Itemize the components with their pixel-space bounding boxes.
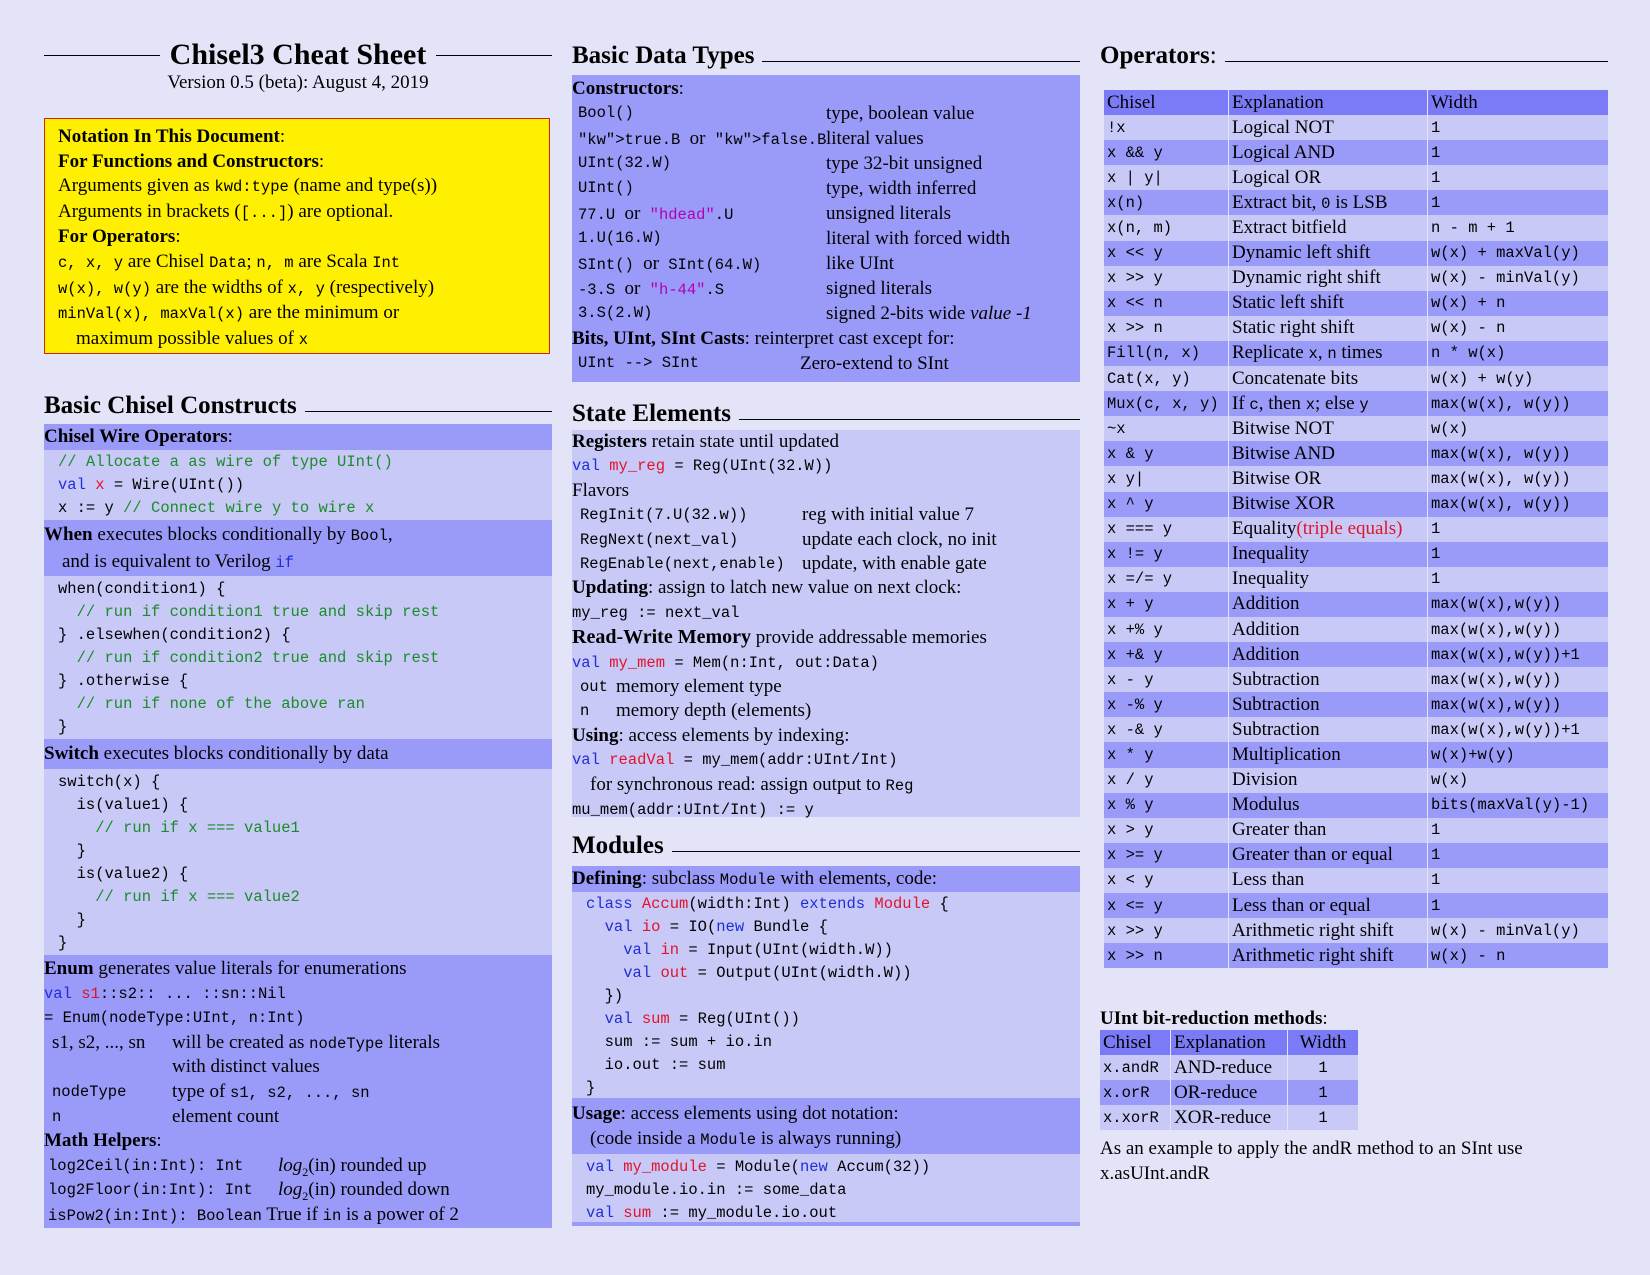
datatype-row xyxy=(572,176,1080,201)
datatype-desc: signed literals xyxy=(826,278,933,299)
table-cell: max(w(x),w(y)) xyxy=(1428,667,1608,692)
page-title: Chisel3 Cheat Sheet xyxy=(169,38,427,71)
table-cell: n - m + 1 xyxy=(1428,215,1608,240)
table-cell: XOR-reduce xyxy=(1171,1105,1288,1130)
table-row xyxy=(1104,466,1608,491)
datatype-code: SInt() or SInt(64.W) xyxy=(578,253,762,274)
table-cell: Static left shift xyxy=(1229,291,1428,316)
notation-heading: Notation In This Document xyxy=(58,126,280,147)
reduction-table xyxy=(1100,1030,1358,1130)
table-cell: w(x) + maxVal(y) xyxy=(1428,241,1608,266)
datatype-code: 77.U or "hdead".U xyxy=(578,203,734,224)
table-cell: x.orR xyxy=(1100,1080,1171,1105)
brackets-line: Arguments in brackets ([...]) are optional. xyxy=(58,200,394,222)
table-cell: x <= y xyxy=(1104,893,1229,918)
table-cell: w(x)+w(y) xyxy=(1428,742,1608,767)
table-cell: w(x) + n xyxy=(1428,291,1608,316)
flavor-row xyxy=(572,503,1080,527)
constructs-title: Basic Chisel Constructs xyxy=(44,392,552,420)
table-cell: Inequality xyxy=(1229,542,1428,567)
table-cell: x + y xyxy=(1104,592,1229,617)
switch-heading-bar: Switch executes blocks conditionally by data xyxy=(44,739,552,769)
datatype-row xyxy=(572,276,1080,301)
table-row xyxy=(1104,391,1608,416)
table-cell: bits(maxVal(y)-1) xyxy=(1428,793,1608,818)
table-row xyxy=(1104,768,1608,793)
enum-math-block: Enum generates value literals for enumerations val s1::s2:: ... ::sn::Nil = Enum(nodeType:UInt, n:Int) s1, s2, ..., sn will be created as nodeType literals with distinct values nodeType type of s1, s2, ..., sn n element count Math Helpers: log2Ceil(in:Int): Int $\log_2(in)$ rounded up log2Floor(in:Int): Int $\log_2(in)$ rounded down isPow2(in:Int): Boolean True if in is a power of 2 xyxy=(44,955,552,1228)
datatype-desc: like UInt xyxy=(826,253,895,274)
table-cell: w(x) - n xyxy=(1428,943,1608,968)
table-cell: w(x) xyxy=(1428,768,1608,793)
table-cell: Subtraction xyxy=(1229,692,1428,717)
column-header: Explanation xyxy=(1171,1030,1288,1055)
table-cell: Logical AND xyxy=(1229,140,1428,165)
datatype-code: 1.U(16.W) xyxy=(578,229,662,247)
state-block: Registers retain state until updated val my_reg = Reg(UInt(32.W)) Flavors RegInit(7.U(32.w)) reg with initial value 7 RegNext(next_val) update each clock, no init RegEnable(next,enable) update, with enable gate Updating: assign to latch new value on next clock: my_reg := next_val Read-Write Memory provide addressable memories val my_mem = Mem(n:Int, out:Data) out memory element type n memory depth (elements) Using: access elements by indexing: val readVal = my_mem(addr:UInt/Int) for synchronous read: assign output to Reg mu_mem(addr:UInt/Int) := y xyxy=(572,430,1080,817)
table-cell: w(x) - minVal(y) xyxy=(1428,266,1608,291)
table-cell: If c, then x; else y xyxy=(1229,391,1428,416)
table-cell: Arithmetic right shift xyxy=(1229,918,1428,943)
table-row xyxy=(1104,667,1608,692)
table-cell: x * y xyxy=(1104,742,1229,767)
datatype-row xyxy=(572,151,1080,176)
table-row xyxy=(1104,266,1608,291)
table-cell: max(w(x),w(y))+1 xyxy=(1428,642,1608,667)
datatype-row xyxy=(572,301,1080,326)
op-line-4: maximum possible values of x xyxy=(76,327,309,349)
op-line-1: c, x, y are Chisel Data; n, m are Scala Int xyxy=(58,250,401,272)
defining-code-block xyxy=(572,892,1080,1098)
datatype-desc: type, width inferred xyxy=(826,178,977,199)
code-line: }) xyxy=(586,987,624,1005)
usage-bar: Usage: access elements using dot notation: (code inside a Module is always running) xyxy=(572,1098,1080,1154)
table-row xyxy=(1104,868,1608,893)
datatypes-title: Basic Data Types xyxy=(572,42,1080,70)
reduction-note: As an example to apply the andR method to an SInt use x.asUInt.andR xyxy=(1100,1138,1523,1184)
table-cell: Division xyxy=(1229,768,1428,793)
table-cell: Addition xyxy=(1229,642,1428,667)
table-row xyxy=(1104,190,1608,215)
table-cell: 1 xyxy=(1428,517,1608,542)
table-row xyxy=(1100,1080,1358,1105)
code-line: } .elsewhen(condition2) { xyxy=(58,626,291,644)
table-cell: 1 xyxy=(1428,542,1608,567)
code-line: // run if condition2 true and skip rest xyxy=(58,649,440,667)
table-cell: x && y xyxy=(1104,140,1229,165)
table-cell: max(w(x),w(y)) xyxy=(1428,692,1608,717)
datatype-code: Bool() xyxy=(578,104,634,122)
code-line: } xyxy=(586,1079,596,1097)
table-cell: x.andR xyxy=(1100,1055,1171,1080)
column-header: Chisel xyxy=(1100,1030,1171,1055)
datatype-code: "kw">true.B or "kw">false.B xyxy=(578,128,827,149)
code-line: } xyxy=(58,842,86,860)
datatypes-block: Constructors: Bool() type, boolean value "kw">true.B or "kw">false.B literal values UInt(32.W) type 32-bit unsigned UInt() type, width inferred 77.U or "hdead".U unsigned literals 1.U(16.W) literal with forced width SInt() or SInt(64.W) like UInt -3.S or "h-44".S signed literals 3.S(2.W) signed 2-bits wide value -1 Bits, UInt, SInt Casts: reinterpret cast except for: UInt --> SInt Zero-extend to SInt xyxy=(572,75,1080,382)
table-cell: 1 xyxy=(1428,893,1608,918)
datatype-desc: type, boolean value xyxy=(826,103,975,124)
datatypes-rows xyxy=(572,101,1080,326)
table-cell: max(w(x),w(y)) xyxy=(1428,617,1608,642)
table-row xyxy=(1104,165,1608,190)
table-cell: Multiplication xyxy=(1229,742,1428,767)
datatype-row xyxy=(572,101,1080,126)
op-line-2: w(x), w(y) are the widths of x, y (respectively) xyxy=(58,276,435,298)
column-header: Chisel xyxy=(1104,90,1229,115)
modules-title: Modules xyxy=(572,832,1080,860)
code-line: // Allocate a as wire of type UInt() xyxy=(58,453,393,471)
code-line: } .otherwise { xyxy=(58,672,189,690)
functions-heading: For Functions and Constructors xyxy=(58,150,319,172)
code-line: } xyxy=(58,911,86,929)
operators-table xyxy=(1104,90,1608,968)
table-row xyxy=(1104,692,1608,717)
table-cell: x(n, m) xyxy=(1104,215,1229,240)
table-cell: max(w(x), w(y)) xyxy=(1428,492,1608,517)
switch-code-block xyxy=(44,769,552,955)
table-cell: x y| xyxy=(1104,466,1229,491)
table-cell: Logical OR xyxy=(1229,165,1428,190)
table-row xyxy=(1104,441,1608,466)
table-cell: x.xorR xyxy=(1100,1105,1171,1130)
table-cell: Greater than xyxy=(1229,818,1428,843)
table-row xyxy=(1104,341,1608,366)
table-cell: x > y xyxy=(1104,818,1229,843)
table-header-row xyxy=(1100,1030,1358,1055)
table-row xyxy=(1104,215,1608,240)
table-cell: 1 xyxy=(1288,1105,1358,1130)
column-header: Width xyxy=(1288,1030,1358,1055)
table-cell: x << y xyxy=(1104,241,1229,266)
datatype-code: UInt() xyxy=(578,179,634,197)
wire-heading-bar: Chisel Wire Operators: xyxy=(44,424,552,450)
table-row xyxy=(1104,542,1608,567)
table-row xyxy=(1104,140,1608,165)
table-cell: Bitwise NOT xyxy=(1229,416,1428,441)
code-line: val x = Wire(UInt()) xyxy=(58,476,245,494)
table-cell: 1 xyxy=(1428,140,1608,165)
table-row xyxy=(1104,517,1608,542)
reduction-title: UInt bit-reduction methods: xyxy=(1100,1008,1328,1029)
table-cell: x +% y xyxy=(1104,617,1229,642)
table-cell: 1 xyxy=(1288,1080,1358,1105)
table-row xyxy=(1100,1055,1358,1080)
table-cell: n * w(x) xyxy=(1428,341,1608,366)
table-cell: max(w(x), w(y)) xyxy=(1428,466,1608,491)
code-line: } xyxy=(58,718,68,736)
table-cell: AND-reduce xyxy=(1171,1055,1288,1080)
notation-box: Notation In This Document: For Functions and Constructors: Arguments given as kwd:type (name and type(s)) Arguments in brackets ([...]) are optional. For Operators: c, x, y are Chisel Data; n, m are Scala Int w(x), w(y) are the widths of x, y (respectively) minVal(x), maxVal(x) are the minimum or maximum possible values of x xyxy=(44,118,550,354)
table-cell: Mux(c, x, y) xyxy=(1104,391,1229,416)
table-cell: x === y xyxy=(1104,517,1229,542)
table-row xyxy=(1104,742,1608,767)
code-line: when(condition1) { xyxy=(58,580,226,598)
table-cell: x >> n xyxy=(1104,316,1229,341)
code-line: // run if x === value1 xyxy=(58,819,300,837)
table-cell: x << n xyxy=(1104,291,1229,316)
code-line: io.out := sum xyxy=(586,1056,726,1074)
table-cell: x +& y xyxy=(1104,642,1229,667)
wire-code-block xyxy=(44,450,552,521)
table-cell: Less than or equal xyxy=(1229,893,1428,918)
table-cell: x(n) xyxy=(1104,190,1229,215)
table-cell: max(w(x),w(y)) xyxy=(1428,592,1608,617)
args-line: Arguments given as kwd:type (name and type(s)) xyxy=(58,175,438,197)
table-row xyxy=(1104,567,1608,592)
table-cell: Cat(x, y) xyxy=(1104,366,1229,391)
table-cell: x & y xyxy=(1104,441,1229,466)
title-row xyxy=(44,38,552,72)
table-cell: w(x) + w(y) xyxy=(1428,366,1608,391)
table-cell: OR-reduce xyxy=(1171,1080,1288,1105)
table-row xyxy=(1104,893,1608,918)
table-cell: 1 xyxy=(1288,1055,1358,1080)
table-header-row xyxy=(1104,90,1608,115)
table-row xyxy=(1104,316,1608,341)
table-row xyxy=(1104,943,1608,968)
code-line: is(value1) { xyxy=(58,796,189,814)
table-cell: w(x) xyxy=(1428,416,1608,441)
table-cell: x =/= y xyxy=(1104,567,1229,592)
table-cell: Bitwise OR xyxy=(1229,466,1428,491)
datatype-row xyxy=(572,226,1080,251)
datatype-desc: literal with forced width xyxy=(826,228,1011,249)
table-cell: Bitwise AND xyxy=(1229,441,1428,466)
table-cell: Dynamic left shift xyxy=(1229,241,1428,266)
table-row xyxy=(1104,918,1608,943)
table-row xyxy=(1104,366,1608,391)
datatype-desc: literal values xyxy=(826,128,924,149)
table-cell: Logical NOT xyxy=(1229,115,1428,140)
table-cell: x >> y xyxy=(1104,266,1229,291)
table-row xyxy=(1104,642,1608,667)
table-cell: w(x) - n xyxy=(1428,316,1608,341)
datatype-desc: type 32-bit unsigned xyxy=(826,153,983,174)
table-row xyxy=(1104,843,1608,868)
op-line-3: minVal(x), maxVal(x) are the minimum or xyxy=(58,302,400,324)
code-line: val my_module = Module(new Accum(32)) xyxy=(586,1158,931,1176)
datatype-row xyxy=(572,201,1080,226)
datatype-row xyxy=(572,251,1080,276)
when-code-block xyxy=(44,576,552,739)
table-cell: Replicate x, n times xyxy=(1229,341,1428,366)
state-title: State Elements xyxy=(572,400,1080,428)
table-cell: x >> n xyxy=(1104,943,1229,968)
operators-title: Operators : xyxy=(1100,42,1608,70)
table-cell: max(w(x), w(y)) xyxy=(1428,391,1608,416)
code-line: val out = Output(UInt(width.W)) xyxy=(623,964,912,982)
code-line: val sum = Reg(UInt()) xyxy=(604,1010,800,1028)
table-row xyxy=(1104,617,1608,642)
table-cell: 1 xyxy=(1428,567,1608,592)
flavor-desc: update each clock, no init xyxy=(802,528,997,550)
flavor-row xyxy=(572,528,1080,552)
table-cell: Addition xyxy=(1229,592,1428,617)
table-cell: Static right shift xyxy=(1229,316,1428,341)
datatype-code: UInt(32.W) xyxy=(578,154,672,172)
column-header: Explanation xyxy=(1229,90,1428,115)
version-line: Version 0.5 (beta): August 4, 2019 xyxy=(167,72,429,93)
table-cell: Addition xyxy=(1229,617,1428,642)
datatype-code: 3.S(2.W) xyxy=(578,304,653,322)
datatype-desc: signed 2-bits wide value -1 xyxy=(826,303,1032,324)
table-cell: x | y| xyxy=(1104,165,1229,190)
flavor-row xyxy=(572,552,1080,576)
reduction-table-wrap xyxy=(1100,1030,1358,1130)
table-cell: x -% y xyxy=(1104,692,1229,717)
table-cell: x != y xyxy=(1104,542,1229,567)
code-line: x := y // Connect wire y to wire x xyxy=(58,499,375,517)
table-cell: w(x) - minVal(y) xyxy=(1428,918,1608,943)
table-cell: x >= y xyxy=(1104,843,1229,868)
flavor-desc: update, with enable gate xyxy=(802,553,987,574)
flavor-code: RegNext(next_val) xyxy=(580,530,739,549)
table-cell: max(w(x),w(y))+1 xyxy=(1428,717,1608,742)
flavor-code: RegEnable(next,enable) xyxy=(580,555,785,573)
table-row xyxy=(1104,291,1608,316)
datatype-desc: unsigned literals xyxy=(826,203,952,224)
code-line: val sum := my_module.io.out xyxy=(586,1204,838,1222)
code-line: switch(x) { xyxy=(58,773,161,791)
table-row xyxy=(1104,492,1608,517)
table-row xyxy=(1104,818,1608,843)
code-line: sum := sum + io.in xyxy=(586,1033,773,1051)
table-cell: Bitwise XOR xyxy=(1229,492,1428,517)
table-cell: !x xyxy=(1104,115,1229,140)
table-cell: x >> y xyxy=(1104,918,1229,943)
table-cell: 1 xyxy=(1428,868,1608,893)
flavor-rows xyxy=(572,503,1080,576)
datatype-row xyxy=(572,126,1080,151)
table-cell: Dynamic right shift xyxy=(1229,266,1428,291)
code-line: // run if condition1 true and skip rest xyxy=(58,603,440,621)
defining-bar: Defining: subclass Module with elements, code: xyxy=(572,866,1080,892)
code-line: val in = Input(UInt(width.W)) xyxy=(623,941,893,959)
table-cell: Greater than or equal xyxy=(1229,843,1428,868)
code-line: val io = IO(new Bundle { xyxy=(604,918,828,936)
table-cell: 1 xyxy=(1428,843,1608,868)
table-cell: x - y xyxy=(1104,667,1229,692)
table-row xyxy=(1100,1105,1358,1130)
table-cell: Equality(triple equals) xyxy=(1229,517,1428,542)
code-line: is(value2) { xyxy=(58,865,189,883)
table-cell: 1 xyxy=(1428,190,1608,215)
code-line: // run if none of the above ran xyxy=(58,695,365,713)
table-row xyxy=(1104,592,1608,617)
table-cell: x ^ y xyxy=(1104,492,1229,517)
table-cell: Less than xyxy=(1229,868,1428,893)
table-cell: Inequality xyxy=(1229,567,1428,592)
when-heading-bar: When executes blocks conditionally by Bool, and is equivalent to Verilog if xyxy=(44,520,552,576)
table-row xyxy=(1104,717,1608,742)
table-row xyxy=(1104,115,1608,140)
table-cell: Concatenate bits xyxy=(1229,366,1428,391)
table-cell: x -& y xyxy=(1104,717,1229,742)
code-line: my_module.io.in := some_data xyxy=(586,1181,847,1199)
datatype-code: -3.S or "h-44".S xyxy=(578,278,725,299)
table-cell: x / y xyxy=(1104,768,1229,793)
table-row xyxy=(1104,241,1608,266)
triple-equals-note: (triple equals) xyxy=(1296,518,1403,540)
column-header: Width xyxy=(1428,90,1608,115)
table-cell: Subtraction xyxy=(1229,717,1428,742)
table-cell: Subtraction xyxy=(1229,667,1428,692)
code-line: // run if x === value2 xyxy=(58,888,300,906)
table-cell: Fill(n, x) xyxy=(1104,341,1229,366)
table-cell: x < y xyxy=(1104,868,1229,893)
table-cell: x % y xyxy=(1104,793,1229,818)
table-cell: ~x xyxy=(1104,416,1229,441)
code-line: class Accum(width:Int) extends Module { xyxy=(586,895,949,913)
table-cell: Arithmetic right shift xyxy=(1229,943,1428,968)
table-cell: Modulus xyxy=(1229,793,1428,818)
operators-heading: For Operators xyxy=(58,226,176,248)
table-cell: max(w(x), w(y)) xyxy=(1428,441,1608,466)
code-line: } xyxy=(58,934,68,952)
table-row xyxy=(1104,793,1608,818)
table-cell: 1 xyxy=(1428,115,1608,140)
flavor-code: RegInit(7.U(32.w)) xyxy=(580,506,748,525)
usage-code-block xyxy=(572,1154,1080,1226)
flavor-desc: reg with initial value 7 xyxy=(802,504,975,526)
operators-table-wrap xyxy=(1104,90,1608,968)
table-cell: 1 xyxy=(1428,818,1608,843)
table-cell: 1 xyxy=(1428,165,1608,190)
table-cell: Extract bitfield xyxy=(1229,215,1428,240)
table-row xyxy=(1104,416,1608,441)
table-cell: Extract bit, 0 is LSB xyxy=(1229,190,1428,215)
